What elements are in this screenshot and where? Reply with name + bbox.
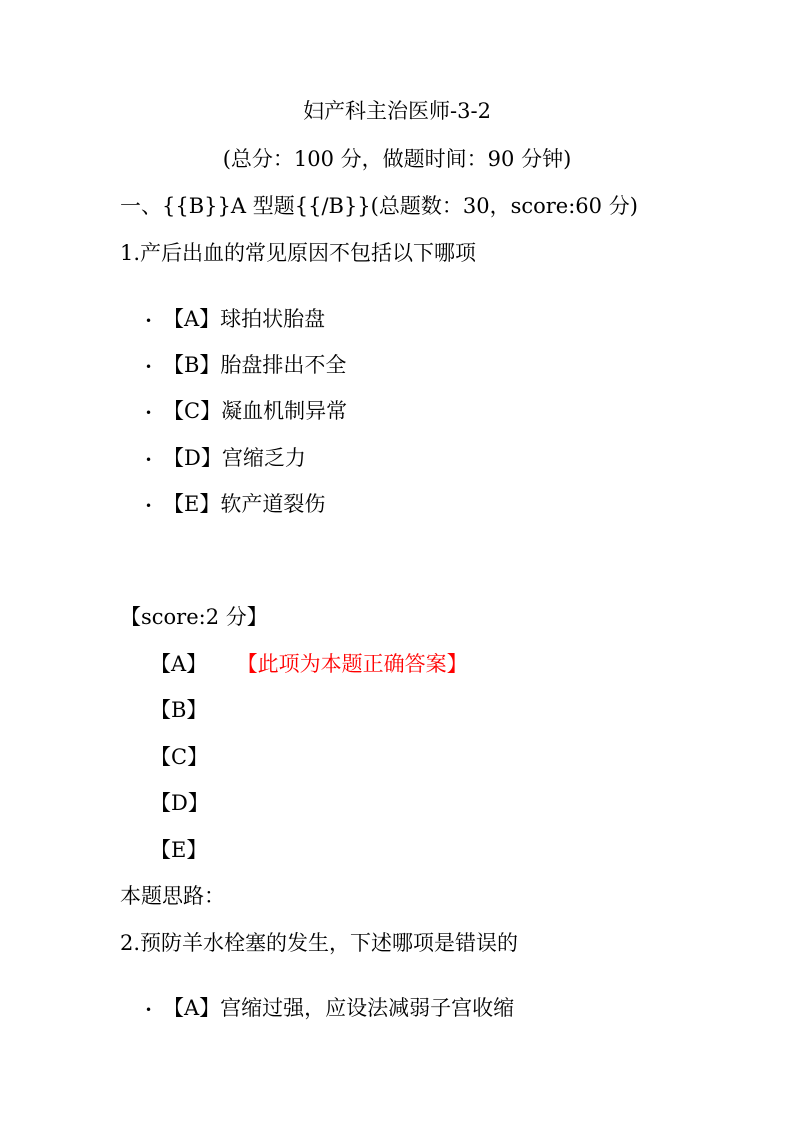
question-stem: 1.产后出血的常见原因不包括以下哪项: [120, 241, 477, 265]
option-item: [145, 448, 306, 469]
answer-row: [150, 747, 208, 768]
option-label: 【E】软产道裂伤: [163, 492, 326, 516]
bullet-icon: •: [145, 313, 153, 328]
answer-letter: 【D】: [150, 791, 209, 815]
page-title: 妇产科主治医师-3-2: [303, 99, 491, 123]
bullet-icon: •: [145, 359, 153, 374]
exam-info: (总分：100 分，做题时间：90 分钟): [222, 147, 572, 171]
answer-row: [150, 793, 209, 814]
option-label: 【C】凝血机制异常: [163, 399, 348, 423]
option-item: [145, 401, 347, 422]
correct-answer-note: 【此项为本题正确答案】: [247, 652, 468, 676]
answer-row: [150, 654, 468, 675]
option-item: [145, 309, 325, 330]
bullet-icon: •: [145, 405, 153, 420]
score-label: 【score:2 分】: [120, 605, 268, 629]
question-stem: 2.预防羊水栓塞的发生，下述哪项是错误的: [120, 931, 519, 955]
option-item: [145, 355, 346, 376]
bullet-icon: •: [145, 452, 153, 467]
section-heading: 一、{{B}}A 型题{{/B}}(总题数：30，score:60 分): [120, 194, 638, 218]
answer-letter: 【A】: [150, 652, 208, 676]
option-label: 【D】宫缩乏力: [163, 446, 306, 470]
answer-row: [150, 700, 207, 721]
option-label: 【A】球拍状胎盘: [163, 307, 326, 331]
answer-letter: 【E】: [150, 838, 208, 862]
option-item: [145, 998, 514, 1019]
answer-row: [150, 840, 207, 861]
answer-letter: 【C】: [150, 745, 209, 769]
explanation-label: 本题思路：: [120, 884, 225, 908]
option-label: 【B】胎盘排出不全: [163, 353, 347, 377]
bullet-icon: •: [145, 1002, 153, 1017]
bullet-icon: •: [145, 498, 153, 513]
option-item: [145, 494, 325, 515]
answer-letter: 【B】: [150, 698, 208, 722]
option-label: 【A】宫缩过强，应设法减弱子宫收缩: [163, 996, 515, 1020]
